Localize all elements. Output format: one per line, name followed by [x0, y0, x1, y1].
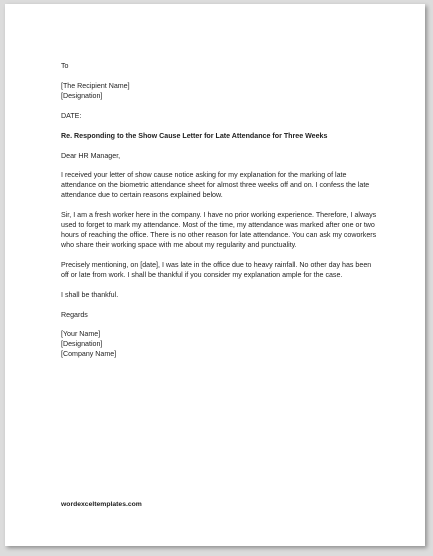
sender-designation: [Designation]: [61, 340, 103, 349]
to-label: To: [61, 62, 69, 70]
paragraph-1: I received your letter of show cause notice asking for my explanation for the marking of late attendance on the biometric attendance sheet for almost three weeks off and on. I confess the late attendance due to certain reasons explained below.: [61, 171, 370, 200]
subject-line: Re. Responding to the Show Cause Letter for Late Attendance for Three Weeks: [61, 131, 328, 140]
salutation: Dear HR Manager,: [61, 151, 121, 160]
document-page: [5, 4, 425, 546]
letter-body: [61, 62, 379, 360]
footer-watermark: wordexceltemplates.com: [61, 501, 142, 508]
sender-name: [Your Name]: [61, 330, 101, 339]
paragraph-3: Precisely mentioning, on [date], I was late in the office due to heavy rainfall. No other day has been off or late from work. I shall be thankful if you consider my explanation ample for the case.: [61, 260, 372, 279]
sender-company: [Company Name]: [61, 350, 117, 359]
recipient-name: [The Recipient Name]: [61, 81, 130, 90]
recipient-designation: [Designation]: [61, 91, 103, 100]
thanks-line: I shall be thankful.: [61, 290, 119, 299]
closing: Regards: [61, 310, 88, 319]
paragraph-2: Sir, I am a fresh worker here in the company. I have no prior working experience. Therefore, I always used to forget to mark my attendance. Most of the time, my attendance was marked after one or two hours of reaching the office. There is no other reason for late attendance. You can ask my coworkers who share their working space with me about my regularity and punctuality.: [61, 211, 377, 249]
date-label: DATE:: [61, 111, 82, 120]
